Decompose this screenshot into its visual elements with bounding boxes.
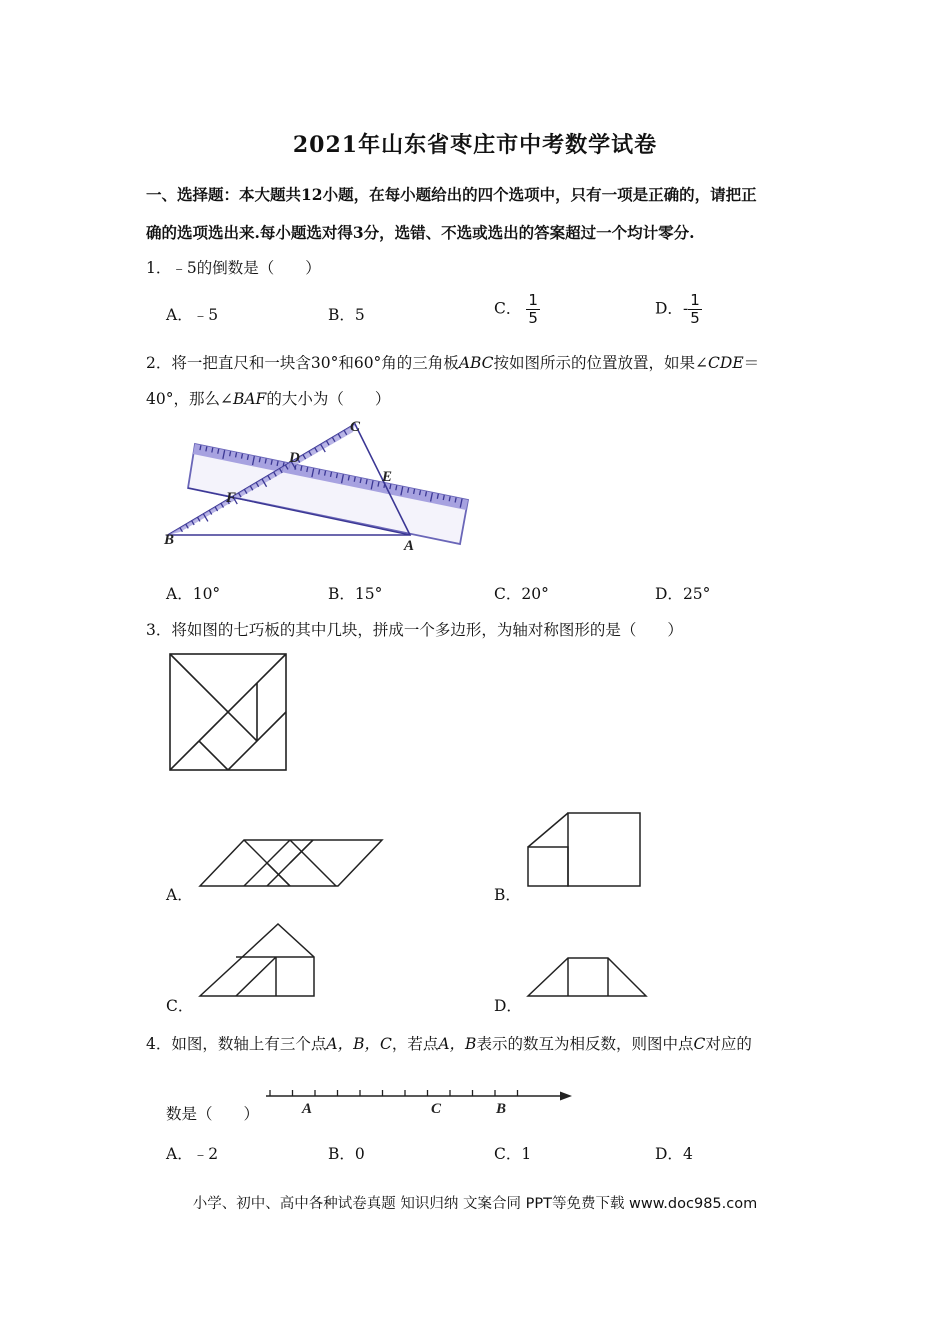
tangram-piece-edge xyxy=(267,840,313,886)
label-b: B xyxy=(164,532,175,548)
question-4-stem-line2: 数是（ ） xyxy=(166,1105,260,1123)
label-a: A xyxy=(404,538,415,554)
tangram-corner-cut xyxy=(170,741,199,770)
q3-option-a-label: A． xyxy=(166,886,193,904)
large-square xyxy=(568,813,640,886)
q3-option-c-figure xyxy=(196,920,321,1000)
fraction: $\frac{1}{5}$ xyxy=(690,291,700,327)
q3-option-a-figure xyxy=(196,836,386,890)
section-instructions-line2: 确的选项选出来.每小题选对得3分，选错、不选或选出的答案超过一个均计零分. xyxy=(146,223,695,242)
page-title: 2021年山东省枣庄市中考数学试卷 xyxy=(292,132,658,158)
label-f: F xyxy=(226,490,237,506)
arrow-head xyxy=(560,1092,572,1101)
small-square xyxy=(528,847,568,886)
q3-option-d-label: D． xyxy=(494,997,522,1015)
q2-option-c: C．20° xyxy=(494,585,549,603)
ruler-triangle-figure xyxy=(150,410,480,560)
q4-option-b: B．0 xyxy=(328,1145,365,1163)
question-2-stem-line2: 40°，那么∠BAF的大小为（ ） xyxy=(146,390,391,408)
section-instructions-line1: 一、选择题：本大题共12小题，在每小题给出的四个选项中，只有一项是正确的，请把正 xyxy=(146,185,757,204)
question-3-stem: 3．将如图的七巧板的其中几块，拼成一个多边形，为轴对称图形的是（ ） xyxy=(146,621,683,639)
q4-option-a: A．﹣2 xyxy=(166,1145,219,1163)
fraction: $\frac{1}{5}$ xyxy=(528,291,538,327)
q3-option-c-label: C． xyxy=(166,997,194,1015)
tangram-diagonal-upper xyxy=(199,654,286,741)
question-2-stem-line1: 2．将一把直尺和一块含30°和60°角的三角板ABC按如图所示的位置放置，如果∠CDE＝ xyxy=(146,354,760,372)
point-a-label: A xyxy=(302,1101,313,1117)
q3-option-d-figure xyxy=(524,954,649,1000)
point-c-label: C xyxy=(431,1101,442,1117)
page-footer: 小学、初中、高中各种试卷真题 知识归纳 文案合同 PPT等免费下载 www.doc985.com xyxy=(192,1196,758,1212)
q1-option-b: B．5 xyxy=(328,306,365,324)
house-outline xyxy=(200,924,314,996)
label-e: E xyxy=(382,469,393,485)
q1-option-a: A．﹣5 xyxy=(166,306,219,324)
axis-ticks xyxy=(270,1090,518,1096)
label-c: C xyxy=(350,419,361,435)
trapezoid-outline xyxy=(528,958,646,996)
tangram-small-triangle-edge xyxy=(199,741,228,770)
tangram-figure xyxy=(168,652,288,772)
q1-option-c: C． $\frac{1}{5}$ xyxy=(494,291,538,327)
q1-option-d: D．- $\frac{1}{5}$ xyxy=(655,291,700,327)
tangram-piece-edge xyxy=(236,957,276,996)
question-4-stem-line1: 4．如图，数轴上有三个点A，B，C，若点A，B表示的数互为相反数，则图中点C对应的 xyxy=(146,1035,752,1053)
q2-option-a: A．10° xyxy=(166,585,221,603)
q3-option-b-figure xyxy=(524,810,644,890)
q4-option-c: C．1 xyxy=(494,1145,532,1163)
tangram-piece-edge xyxy=(290,840,336,886)
q4-option-d: D．4 xyxy=(655,1145,693,1163)
label-d: D xyxy=(289,450,300,466)
q3-option-b-label: B． xyxy=(494,886,521,904)
q2-option-b: B．15° xyxy=(328,585,383,603)
q2-option-d: D．25° xyxy=(655,585,711,603)
triangle-edge xyxy=(528,813,568,847)
number-line-figure xyxy=(262,1082,577,1118)
question-1-stem: 1．﹣5的倒数是（ ） xyxy=(146,259,321,277)
tangram-diagonal-main xyxy=(170,654,257,741)
point-b-label: B xyxy=(496,1101,507,1117)
